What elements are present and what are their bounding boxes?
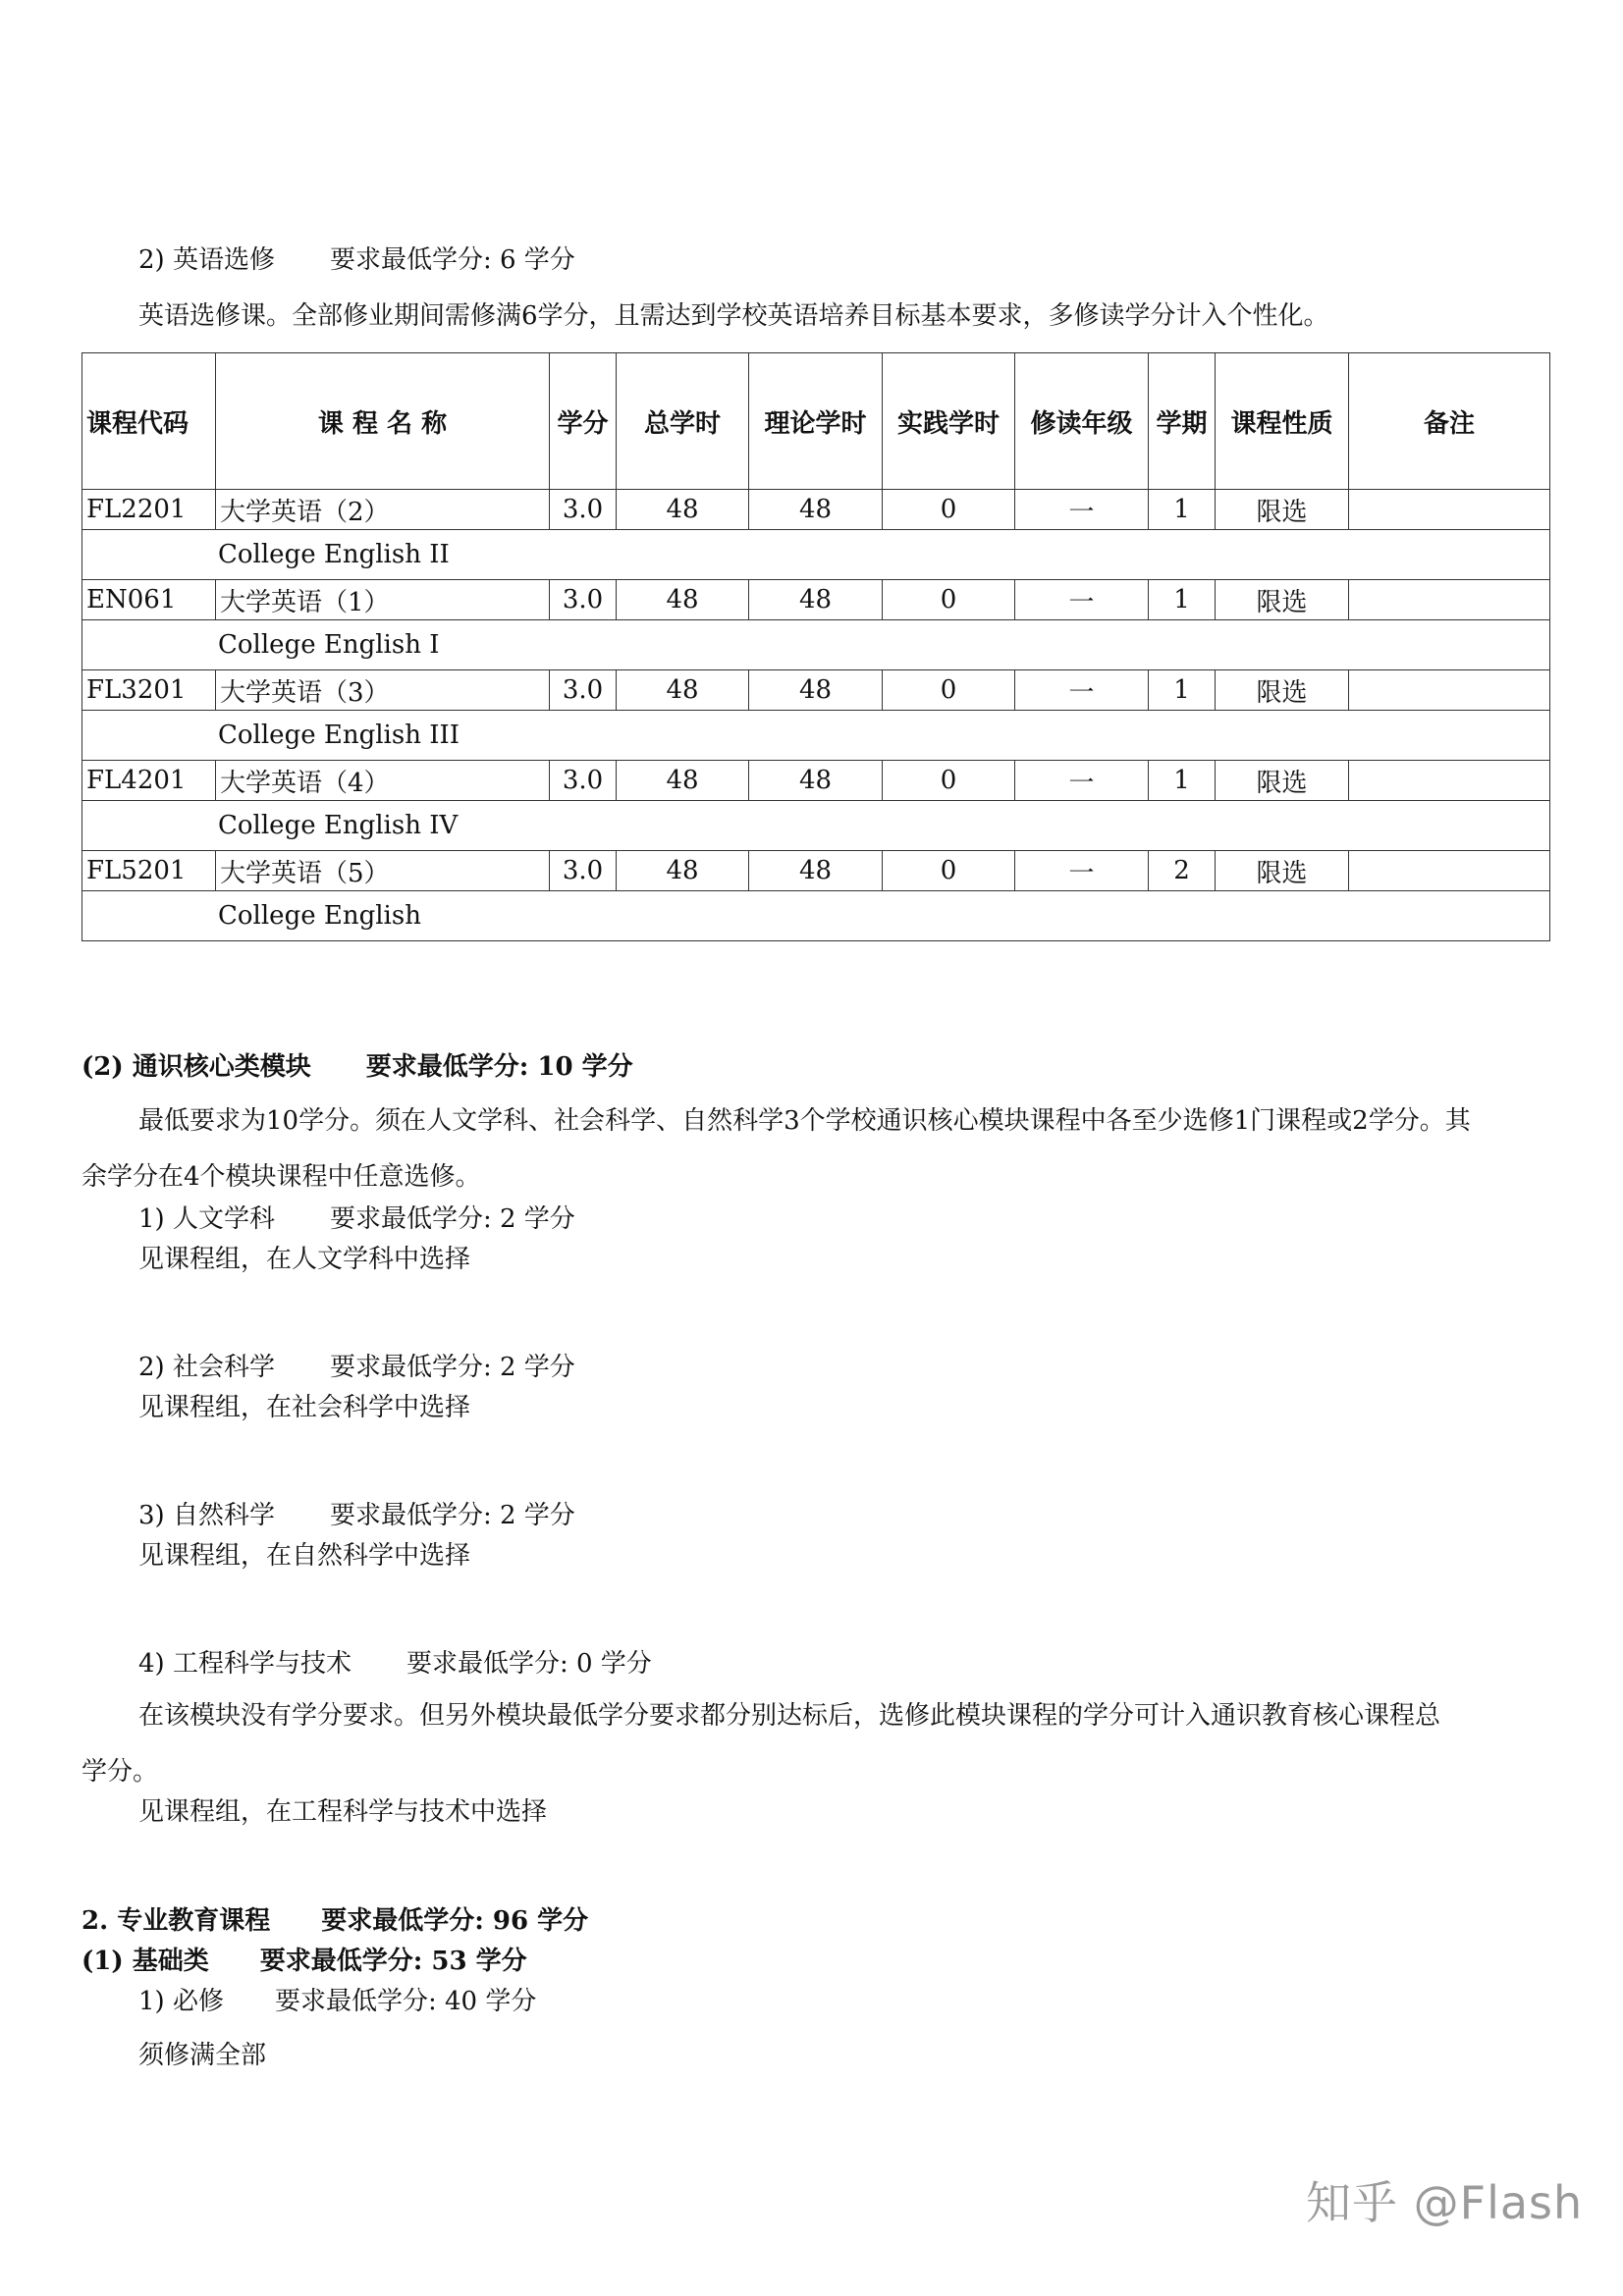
table-row [82, 580, 1550, 620]
cell-practice-hours: 0 [883, 580, 1015, 620]
core-description [81, 1094, 1554, 1205]
cell-name-en: College English IV [82, 801, 1550, 851]
cell-nature: 限选 [1216, 490, 1349, 530]
cell-name-en: College English I [82, 620, 1550, 670]
cell-code: FL5201 [82, 851, 216, 891]
table-row [82, 670, 1550, 711]
cell-grade: 一 [1015, 490, 1149, 530]
col-header-remark: 备注 [1349, 353, 1550, 490]
engineering-description-line1: 在该模块没有学分要求。但另外模块最低学分要求都分别达标后，选修此模块课程的学分可计入通识教育核心课程总 [138, 1701, 1441, 1731]
table-row-english [82, 801, 1550, 851]
cell-grade: 一 [1015, 580, 1149, 620]
core-description-line1: 最低要求为10学分。须在人文学科、社会科学、自然科学3个学校通识核心模块课程中各至少选修1门课程或2学分。其 [138, 1106, 1471, 1136]
cell-theory-hours: 48 [749, 761, 883, 801]
required-heading: 1) 必修 [138, 1987, 224, 2016]
major-requirement: 要求最低学分: 96 学分 [321, 1906, 589, 1936]
cell-practice-hours: 0 [883, 670, 1015, 711]
table-row-english [82, 711, 1550, 761]
core-item-requirement: 要求最低学分: 2 学分 [329, 1204, 575, 1234]
engineering-heading-line [138, 1647, 652, 1681]
col-header-practice-hours: 实践学时 [883, 353, 1015, 490]
table-row-english [82, 891, 1550, 941]
core-item-note: 见课程组，在自然科学中选择 [138, 1541, 471, 1571]
required-heading-line [138, 1985, 536, 2018]
table-row-english [82, 530, 1550, 580]
table-row-english [82, 620, 1550, 670]
required-note: 须修满全部 [138, 2041, 267, 2070]
core-description-line2: 余学分在4个模块课程中任意选修。 [81, 1162, 481, 1192]
cell-nature: 限选 [1216, 580, 1349, 620]
cell-term: 1 [1149, 490, 1216, 530]
table-header-row [82, 353, 1550, 490]
major-heading-line [81, 1904, 588, 1938]
cell-credit: 3.0 [550, 580, 617, 620]
english-elective-description: 英语选修课。全部修业期间需修满6学分，且需达到学校英语培养目标基本要求，多修读学分计入个性化。 [138, 301, 1329, 331]
core-item-requirement: 要求最低学分: 2 学分 [329, 1501, 575, 1530]
cell-remark [1349, 670, 1550, 711]
cell-name: 大学英语（5） [216, 851, 550, 891]
cell-credit: 3.0 [550, 851, 617, 891]
cell-total-hours: 48 [617, 670, 749, 711]
core-item-natural-heading [138, 1499, 575, 1532]
col-header-code: 课程代码 [82, 353, 216, 490]
cell-remark [1349, 490, 1550, 530]
cell-theory-hours: 48 [749, 851, 883, 891]
cell-code: FL3201 [82, 670, 216, 711]
cell-theory-hours: 48 [749, 670, 883, 711]
col-header-nature: 课程性质 [1216, 353, 1349, 490]
core-item-requirement: 要求最低学分: 2 学分 [329, 1353, 575, 1382]
basic-heading-line [81, 1945, 527, 1978]
table-row [82, 761, 1550, 801]
cell-nature: 限选 [1216, 851, 1349, 891]
cell-code: FL4201 [82, 761, 216, 801]
core-item-heading: 1) 人文学科 [138, 1204, 275, 1234]
cell-term: 1 [1149, 670, 1216, 711]
cell-code: EN061 [82, 580, 216, 620]
col-header-total-hours: 总学时 [617, 353, 749, 490]
cell-name-en: College English III [82, 711, 1550, 761]
basic-heading: (1) 基础类 [81, 1947, 209, 1976]
core-heading-line [81, 1050, 633, 1084]
col-header-credit: 学分 [550, 353, 617, 490]
required-requirement: 要求最低学分: 40 学分 [274, 1987, 537, 2016]
cell-name: 大学英语（4） [216, 761, 550, 801]
course-table [81, 352, 1550, 941]
cell-nature: 限选 [1216, 761, 1349, 801]
table-row [82, 490, 1550, 530]
cell-remark [1349, 851, 1550, 891]
cell-total-hours: 48 [617, 851, 749, 891]
core-item-humanities-heading [138, 1202, 575, 1236]
col-header-term: 学期 [1149, 353, 1216, 490]
cell-grade: 一 [1015, 851, 1149, 891]
cell-nature: 限选 [1216, 670, 1349, 711]
cell-grade: 一 [1015, 761, 1149, 801]
col-header-name: 课 程 名 称 [216, 353, 550, 490]
cell-credit: 3.0 [550, 761, 617, 801]
cell-name: 大学英语（1） [216, 580, 550, 620]
core-item-note: 见课程组，在社会科学中选择 [138, 1393, 471, 1422]
col-header-grade: 修读年级 [1015, 353, 1149, 490]
major-heading: 2. 专业教育课程 [81, 1906, 271, 1936]
english-elective-requirement: 要求最低学分: 6 学分 [329, 245, 575, 275]
cell-total-hours: 48 [617, 490, 749, 530]
cell-practice-hours: 0 [883, 761, 1015, 801]
cell-total-hours: 48 [617, 761, 749, 801]
cell-remark [1349, 580, 1550, 620]
cell-theory-hours: 48 [749, 490, 883, 530]
cell-remark [1349, 761, 1550, 801]
core-item-heading: 3) 自然科学 [138, 1501, 275, 1530]
cell-practice-hours: 0 [883, 851, 1015, 891]
table-row [82, 851, 1550, 891]
engineering-note: 见课程组，在工程科学与技术中选择 [138, 1797, 548, 1827]
core-item-heading: 2) 社会科学 [138, 1353, 275, 1382]
cell-credit: 3.0 [550, 490, 617, 530]
core-item-note: 见课程组，在人文学科中选择 [138, 1245, 471, 1274]
cell-term: 1 [1149, 761, 1216, 801]
english-elective-heading-line [138, 243, 575, 277]
cell-credit: 3.0 [550, 670, 617, 711]
cell-name-en: College English [82, 891, 1550, 941]
engineering-heading: 4) 工程科学与技术 [138, 1649, 352, 1679]
engineering-description-line2: 学分。 [81, 1757, 159, 1787]
cell-grade: 一 [1015, 670, 1149, 711]
engineering-requirement: 要求最低学分: 0 学分 [406, 1649, 652, 1679]
core-heading: (2) 通识核心类模块 [81, 1052, 311, 1082]
cell-name: 大学英语（2） [216, 490, 550, 530]
core-item-social-heading [138, 1351, 575, 1384]
cell-term: 1 [1149, 580, 1216, 620]
english-elective-heading: 2) 英语选修 [138, 245, 275, 275]
cell-total-hours: 48 [617, 580, 749, 620]
basic-requirement: 要求最低学分: 53 学分 [259, 1947, 527, 1976]
core-requirement: 要求最低学分: 10 学分 [365, 1052, 633, 1082]
cell-term: 2 [1149, 851, 1216, 891]
cell-theory-hours: 48 [749, 580, 883, 620]
cell-name: 大学英语（3） [216, 670, 550, 711]
watermark: 知乎 @Flash [1306, 2176, 1584, 2229]
cell-code: FL2201 [82, 490, 216, 530]
cell-name-en: College English II [82, 530, 1550, 580]
engineering-description [81, 1688, 1554, 1800]
cell-practice-hours: 0 [883, 490, 1015, 530]
col-header-theory-hours: 理论学时 [749, 353, 883, 490]
